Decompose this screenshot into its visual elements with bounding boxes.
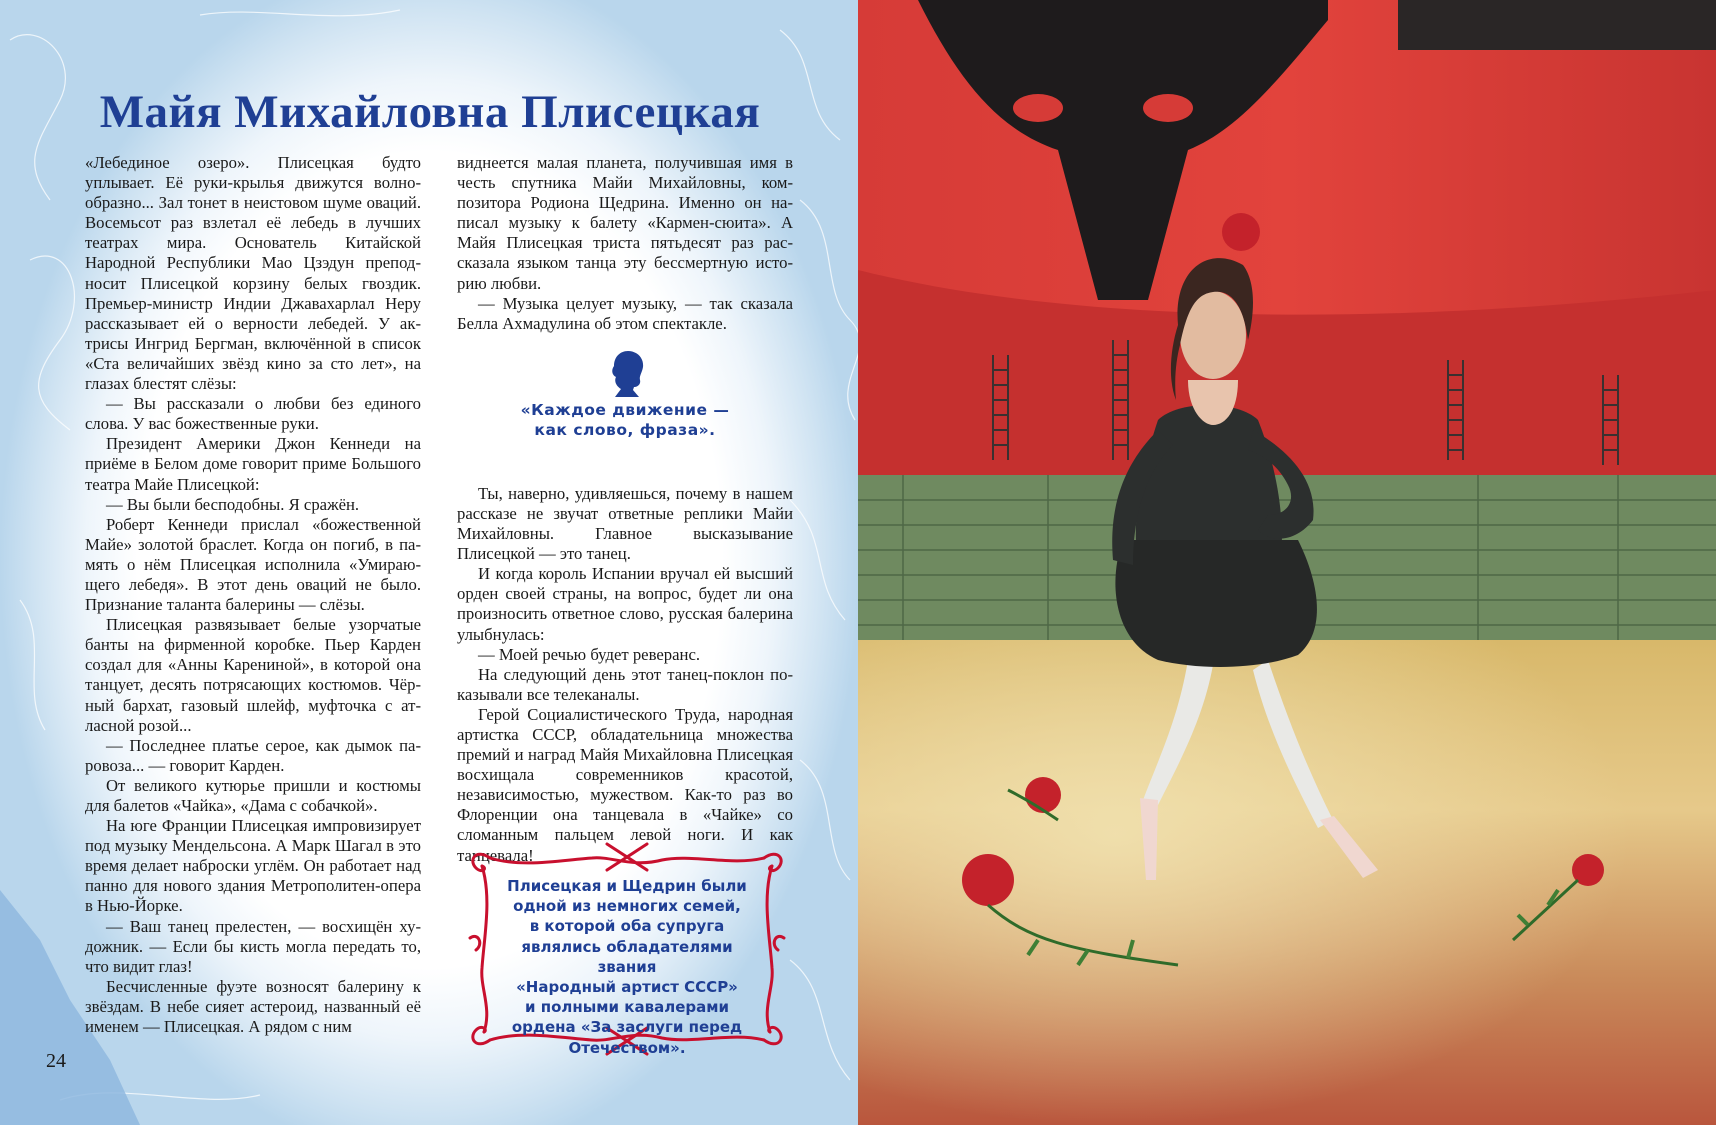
frame-line: и полными кавалерами bbox=[524, 998, 730, 1017]
frame-line: в которой оба супруга bbox=[529, 917, 725, 936]
frame-text bbox=[490, 876, 764, 1058]
paragraph: На юге Франции Плисецкая импровизирует под музыку Мендельсона. А Марк Шагал в это время делает наброски углём. Он работает над панно для нового здания Метрополитен-опера в Нью-Йорке. bbox=[85, 816, 421, 916]
frame-line: Отечеством». bbox=[568, 1038, 686, 1057]
paragraph: «Лебединое озеро». Плисецкая будто уплывает. Её руки-крылья движутся волнообразно... Зал тонет в неистовом шуме оваций. Восемьсот раз взлетал её лебедь в лучших театрах мира. Основатель Китайской Народной Республики Мао Цзэдун преподносит Плисецкой корзину белых гвоздик. Премьер-министр Индии Джавахарлал Неру рассказывает ей о верности лебедей. У актрисы Ингрид Бергман, включённой в список «Ста величайших звёзд кино за сто лет», на глазах блестят слёзы: bbox=[85, 153, 421, 394]
paragraph: — Последнее платье серое, как дымок паровоза... — говорит Карден. bbox=[85, 735, 421, 775]
rose-icon bbox=[1222, 213, 1260, 251]
page-title: Майя Михайловна Плисецкая bbox=[99, 86, 761, 138]
text-column-right bbox=[457, 153, 793, 866]
quote-line: «Каждое движение — bbox=[520, 401, 730, 419]
frame-line: одной из немногих семей, bbox=[513, 897, 741, 916]
paragraph: — Вы рассказали о любви без единого слова. У вас божественные руки. bbox=[85, 394, 421, 434]
frame-line: «Народный артист СССР» bbox=[516, 978, 738, 997]
paragraph: Бесчисленные фуэте возносят балерину к звёздам. В небе сияет астероид, названный её именем — Плисецкая. А рядом с ним bbox=[85, 976, 421, 1037]
page-number: 24 bbox=[46, 1050, 66, 1072]
paragraph: — Ваш танец прелестен, — восхищён художник. — Если бы кисть могла передать то, что видит глаз! bbox=[85, 916, 421, 976]
right-page bbox=[858, 0, 1716, 1125]
paragraph: И когда король Испании вручал ей высший орден своей страны, на вопрос, будет ли она произносить ответное слово, русская балерина улыбнулась: bbox=[457, 564, 793, 644]
paragraph: — Моей речью будет реверанс. bbox=[478, 644, 701, 664]
frame-line: Плисецкая и Щедрин были bbox=[507, 877, 747, 895]
paragraph: Герой Социалистического Труда, народная артистка СССР, обладательница множества премий и наград Майя Михайловна Плисецкая восхищала современников красотой, независимостью, мужеством. Как-то раз во Флоренции она танцевала в «Чайке» со сломанным пальцем левой ноги. И как танцевала! bbox=[457, 704, 793, 865]
paragraph: — Музыка целует музыку, — так сказала Белла Ахмадулина об этом спектакле. bbox=[457, 293, 793, 333]
paragraph: Плисецкая развязывает белые узорчатые банты на фирменной коробке. Пьер Карден создал для «Анны Карениной», в которой она танцует, десять потрясающих костюмов. Чёрный бархат, газовый шлейф, муфточка с атласной розой... bbox=[85, 615, 421, 735]
ballerina-illustration bbox=[858, 0, 1716, 1125]
quote-line: как слово, фраза». bbox=[534, 421, 716, 439]
paragraph: виднеется малая планета, получившая имя в честь спутника Майи Михайловны, композитора Родиона Щедрина. Именно он написал музыку к балету «Кармен-сюита». А Майя Плисецкая триста пятьдесят раз рассказала языком танца эту бессмертную историю любви. bbox=[457, 153, 793, 293]
paragraph: От великого кутюрье пришли и костюмы для балетов «Чайка», «Дама с собачкой». bbox=[85, 775, 421, 815]
paragraph: Ты, наверно, удивляешься, почему в нашем рассказе не звучат ответные реплики Майи Михайловны. Главное высказывание Плисецкой — это танец. bbox=[457, 483, 793, 564]
silhouette-icon bbox=[606, 349, 650, 397]
frame-line: ордена «За заслуги перед bbox=[511, 1018, 743, 1037]
quote bbox=[500, 400, 750, 440]
paragraph: На следующий день этот танец-поклон показывали все телеканалы. bbox=[457, 664, 793, 704]
paragraph: Роберт Кеннеди прислал «божественной Майе» золотой браслет. Когда он погиб, в память о нём Плисецкая исполнила «Умирающего лебедя». В этот день оваций не было. Признание таланта балерины — слёзы. bbox=[85, 514, 421, 615]
frame-line: являлись обладателями звания bbox=[521, 937, 733, 976]
info-frame bbox=[462, 838, 792, 1060]
text-column-left bbox=[85, 153, 421, 1037]
paragraph: — Вы были бесподобны. Я сражён. bbox=[106, 494, 360, 514]
paragraph: Президент Америки Джон Кеннеди на приёме в Белом доме говорит приме Большого театра Майе Плисецкой: bbox=[85, 434, 421, 494]
